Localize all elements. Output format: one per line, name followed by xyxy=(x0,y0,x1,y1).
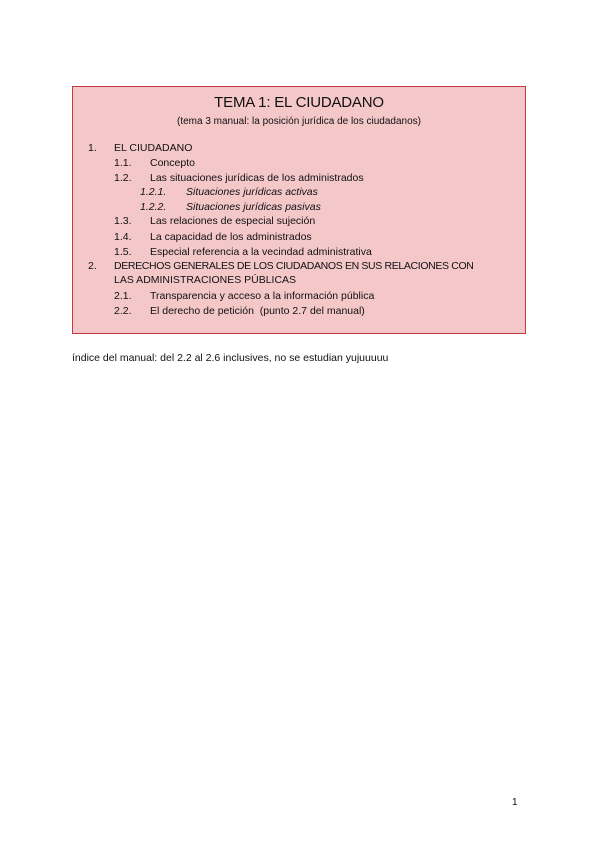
outline-item-number: 1.2.1. xyxy=(140,186,167,198)
outline-item-number: 2. xyxy=(88,260,97,272)
outline-item-text: EL CIUDADANO xyxy=(114,142,193,154)
outline-item-text: Especial referencia a la vecindad administrativa xyxy=(150,246,372,258)
outline-item-text: Las situaciones jurídicas de los administrados xyxy=(150,172,364,184)
outline-item-text: Transparencia y acceso a la información pública xyxy=(150,290,375,302)
outline-item-number: 1.2.2. xyxy=(140,201,167,213)
outline-item-number: 1.1. xyxy=(114,157,132,169)
outline-item-number: 2.1. xyxy=(114,290,132,302)
outline-item-text: La capacidad de los administrados xyxy=(150,231,312,243)
outline-item-number: 1. xyxy=(88,142,97,154)
outline-item-number: 2.2. xyxy=(114,305,132,317)
page-number: 1 xyxy=(512,797,518,808)
outline-item-number: 1.4. xyxy=(114,231,132,243)
outline-item-number: 1.2. xyxy=(114,172,132,184)
outline-title: TEMA 1: EL CIUDADANO xyxy=(214,94,384,111)
outline-item-number: 1.3. xyxy=(114,215,132,227)
outline-item-text: LAS ADMINISTRACIONES PÚBLICAS xyxy=(114,274,297,286)
outline-item-text: Situaciones jurídicas activas xyxy=(186,186,318,198)
outline-item-number: 1.5. xyxy=(114,246,132,258)
manual-note: índice del manual: del 2.2 al 2.6 inclusives, no se estudian yujuuuuu xyxy=(72,352,389,364)
outline-item-text: El derecho de petición (punto 2.7 del manual) xyxy=(150,305,365,317)
outline-item-text: DERECHOS GENERALES DE LOS CIUDADANOS EN SUS RELACIONES CON xyxy=(114,260,474,272)
outline-item-text: Concepto xyxy=(150,157,195,169)
outline-item-text: Situaciones jurídicas pasivas xyxy=(186,201,321,213)
outline-item-text: Las relaciones de especial sujeción xyxy=(150,215,316,227)
outline-subtitle: (tema 3 manual: la posición jurídica de los ciudadanos) xyxy=(176,116,422,127)
outline-box xyxy=(72,86,526,334)
